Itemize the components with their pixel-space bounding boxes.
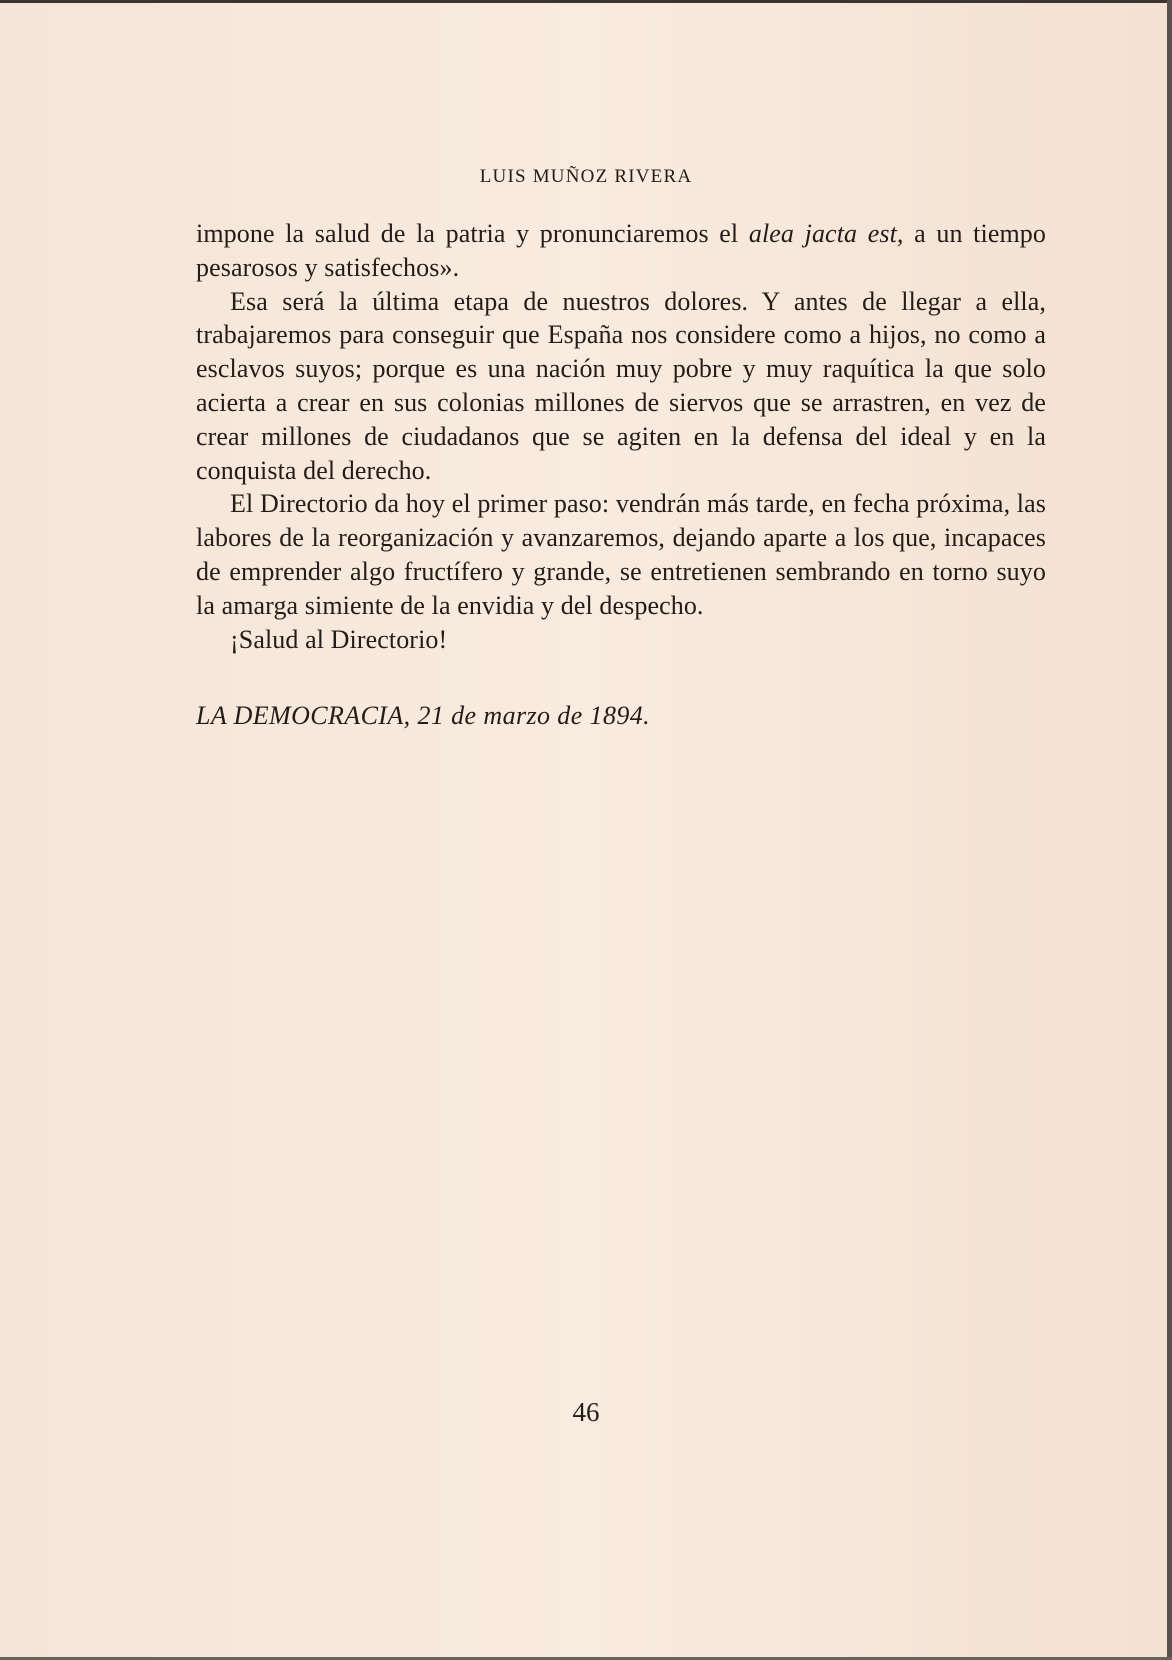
paragraph-text-before-italic: impone la salud de la patria y pronunciaremos el	[196, 219, 749, 248]
page-number: 46	[572, 1397, 600, 1427]
paragraph-continuation	[196, 217, 1046, 285]
paragraph-esa-sera: Esa será la última etapa de nuestros dolores. Y antes de llegar a ella, trabajaremos para conseguir que España nos considere como a hijos, no como a esclavos suyos; porque es una nación muy pobre y muy raquítica la que solo acierta a crear en sus colonias millones de siervos que se arrastren, en vez de crear millones de ciudadanos que se agiten en la defensa del ideal y en la conquista del derecho.	[196, 286, 1046, 485]
paragraph-salud: ¡Salud al Directorio!	[230, 624, 448, 654]
latin-phrase: alea jacta est,	[748, 219, 904, 248]
source-citation: LA DEMOCRACIA, 21 de marzo de 1894.	[196, 701, 651, 730]
running-head: LUIS MUÑOZ RIVERA	[479, 166, 693, 187]
paragraph-el-directorio: El Directorio da hoy el primer paso: vendrán más tarde, en fecha próxima, las labores de la reorganización y avanzaremos, dejando aparte a los que, incapaces de emprender algo fructífero y grande, se entretienen sembrando en torno suyo la amarga simiente de la envidia y del despecho.	[196, 489, 1046, 620]
paragraph-text-after-italic: a un tiempo pesarosos y satisfechos».	[196, 219, 1046, 282]
main-text	[196, 217, 1046, 656]
top-page-edge	[0, 0, 1172, 3]
